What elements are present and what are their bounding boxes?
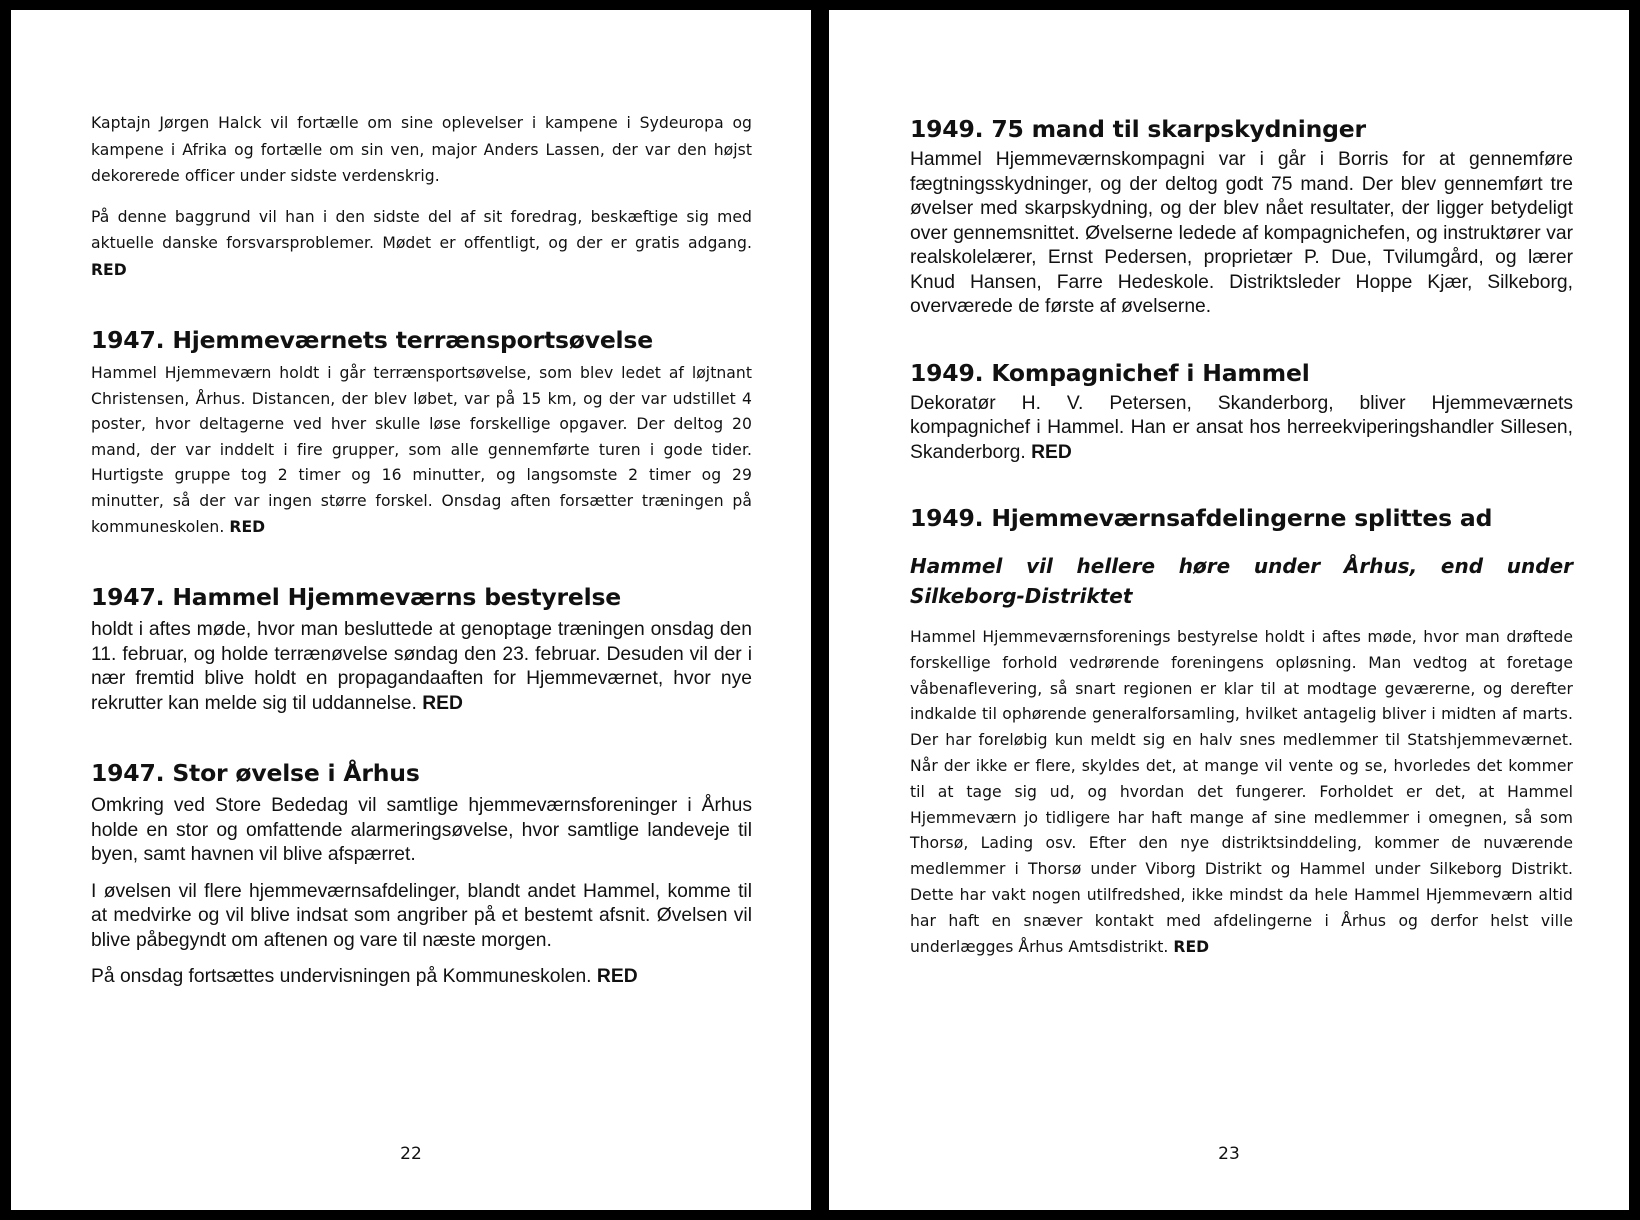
red-signature: RED: [91, 260, 127, 279]
article-paragraph: Omkring ved Store Bededag vil samtlige hjemmeværnsforeninger i Århus holde en stor og omfattende alarmeringsøvelse, hvor samtlige landeveje til byen, samt havnen vil blive afspærret.: [91, 795, 752, 866]
intro-paragraph: Kaptajn Jørgen Halck vil fortælle om sine oplevelser i kampene i Sydeuropa og kampene i Afrika og fortælle om sin ven, major Anders Lassen, der var den højst dekorerede officer under sidste verdenskrig.: [91, 114, 752, 185]
page-number: 23: [1218, 1144, 1240, 1164]
article-paragraph: På onsdag fortsættes undervisningen på Kommuneskolen. RED: [91, 966, 638, 988]
red-signature: RED: [596, 966, 638, 988]
page-number: 22: [400, 1144, 422, 1164]
article-heading: 1949. Kompagnichef i Hammel: [910, 358, 1310, 387]
article-paragraph: holdt i aftes møde, hvor man besluttede at genoptage træningen onsdag den 11. februar, og holde terrænøvelse søndag den 23. februar. Desuden vil der i nær fremtid blive holdt en propagandaaften for Hjemmeværnet, hvor nye rekrutter kan melde sig til uddannelse. RED: [91, 619, 752, 714]
article-paragraph: Dekoratør H. V. Petersen, Skanderborg, bliver Hjemmeværnets kompagnichef i Hammel. Han er ansat hos herreekviperingshandler Sillesen, Skanderborg. RED: [910, 392, 1573, 463]
left-page-content: [91, 110, 752, 1002]
right-page-content: [910, 114, 1573, 974]
article-paragraph: I øvelsen vil flere hjemmeværnsafdelinger, blandt andet Hammel, komme til at medvirke og vil blive indsat som angriber på et bestemt afsnit. Øvelsen vil blive påbegyndt om aftenen og vare til næste morgen.: [91, 880, 752, 951]
article-heading: 1947. Hjemmeværnets terrænsportsøvelse: [91, 326, 653, 354]
red-signature: RED: [422, 692, 463, 714]
article-heading: 1949. Hjemmeværnsafdelingerne splittes ad: [910, 504, 1493, 532]
article-heading: 1949. 75 mand til skarpskydninger: [910, 115, 1366, 143]
red-signature: RED: [1031, 441, 1072, 463]
article-paragraph: Hammel Hjemmeværnskompagni var i går i Borris for at gennemføre fægtningsskydninger, og der deltog godt 75 mand. Der blev gennemført tre øvelser med skarpskydning, og der blev nået resultater, der ligger betydeligt over gennemsnittet. Øvelserne ledede af kompagnichefen, og instruktører var realskolelærer, Ernst Pedersen, proprietær P. Due, Tvilumgård, og lærer Knud Hansen, Farre Hedeskole. Distriktsleder Hoppe Kjær, Silkeborg, overværede de første af øvelserne.: [910, 149, 1573, 317]
article-subtitle: Hammel vil hellere høre under Århus, end under Silkeborg-Distriktet: [910, 554, 1573, 608]
red-signature: RED: [229, 517, 266, 536]
intro-paragraph: På denne baggrund vil han i den sidste del af sit foredrag, beskæftige sig med aktuelle danske forsvarsproblemer. Mødet er offentligt, og der er gratis adgang. RED: [91, 207, 752, 279]
left-page: [11, 10, 811, 1210]
red-signature: RED: [1173, 937, 1210, 956]
article-paragraph: Hammel Hjemmeværnsforenings bestyrelse holdt i aftes møde, hvor man drøftede forskellige forhold vedrørende foreningens opløsning. Man vedtog at foretage våbenaflevering, så snart regionen er klar til at modtage geværerne, og derefter indkalde til ophørende generalforsamling, hvilket antagelig bliver i midten af marts. Der har foreløbig kun meldt sig en halv snes medlemmer til Statshjemmeværnet. Når der ikke er flere, skyldes det, at mange vil vente og se, hvorledes det kommer til at tage sig ud, og hvordan det fungerer. Forholdet er det, at Hammel Hjemmeværn jo tidligere har haft mange af sine medlemmer i omegnen, så som Thorsø, Lading osv. Efter den nye distriktsinddeling, kommer de nuværende medlemmer i Thorsø under Viborg Distrikt og Hammel under Silkeborg Distrikt. Dette har vakt nogen utilfredshed, ikke mindst da hele Hammel Hjemmeværn altid har haft en snæver kontakt med afdelingerne i Århus og derfor helst ville underlægges Århus Amtsdistrikt. RED: [910, 628, 1573, 956]
right-page: [829, 10, 1629, 1210]
article-paragraph: Hammel Hjemmeværn holdt i går terrænsportsøvelse, som blev ledet af løjtnant Christensen, Århus. Distancen, der blev løbet, var på 15 km, og der var udstillet 4 poster, hvor deltagerne ved hver skulle løse forskellige opgaver. Der deltog 20 mand, der var inddelt i fire grupper, som alle gennemførte turen i gode tider. Hurtigste gruppe tog 2 timer og 16 minutter, og langsomste 2 timer og 29 minutter, så der var ingen større forskel. Onsdag aften forsætter træningen på kommuneskolen. RED: [91, 364, 752, 536]
article-heading: 1947. Stor øvelse i Århus: [91, 759, 420, 788]
article-heading: 1947. Hammel Hjemmeværns bestyrelse: [91, 583, 622, 612]
